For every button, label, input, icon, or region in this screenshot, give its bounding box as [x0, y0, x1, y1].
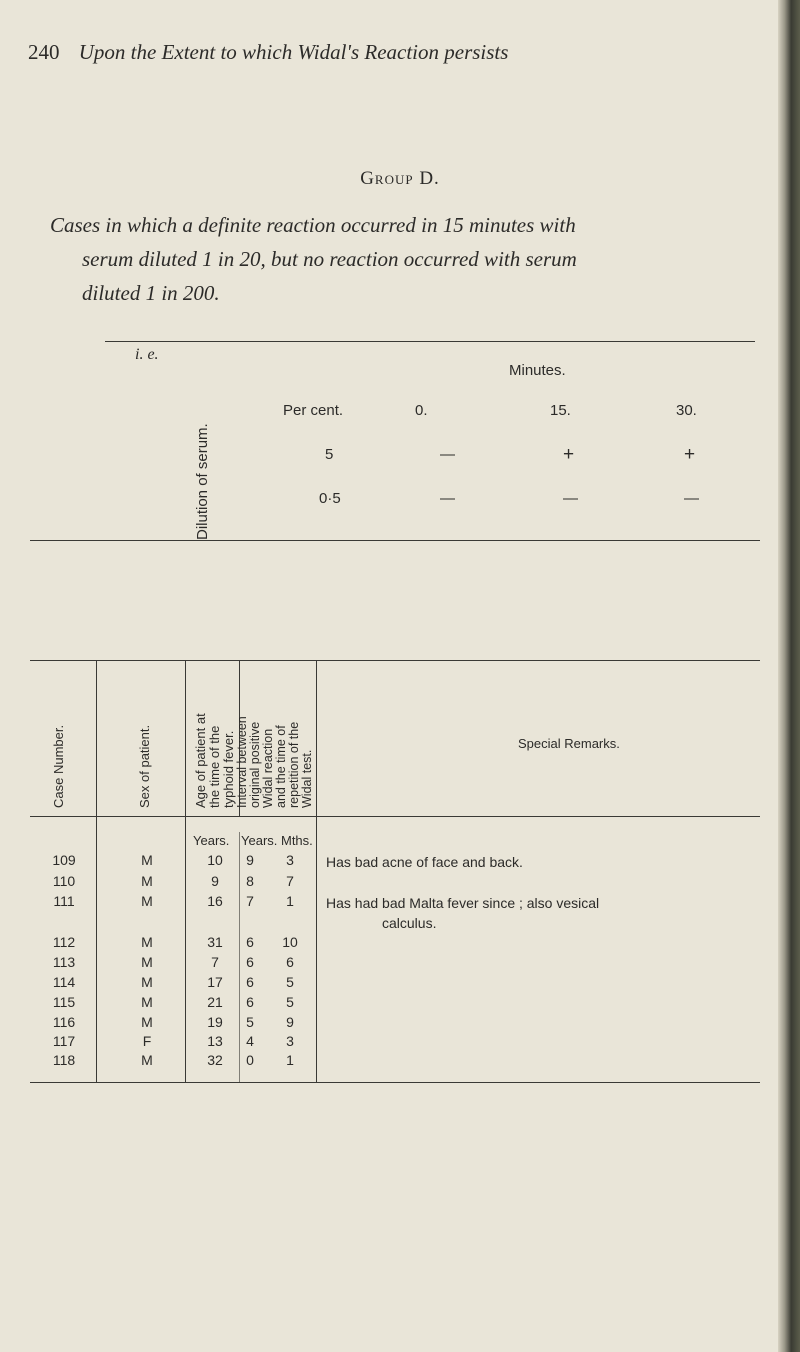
- header-interval-line-5: repetition of the: [287, 721, 301, 808]
- table-row: [0, 974, 780, 994]
- sex: M: [141, 1052, 153, 1068]
- header-interval-line-2: original positive: [248, 721, 262, 808]
- age: 31: [207, 934, 223, 950]
- age: 19: [207, 1014, 223, 1030]
- caption-line-2: serum diluted 1 in 20, but no reaction occurred with serum: [82, 247, 577, 271]
- case-number: 109: [52, 852, 76, 868]
- table-head-rule: [30, 816, 760, 817]
- example-row-2-m15: —: [563, 490, 578, 507]
- interval-years: 4: [246, 1033, 254, 1049]
- header-interval-line-4: and the time of: [274, 725, 288, 808]
- interval-months: 7: [286, 873, 294, 889]
- col-0: 0.: [415, 402, 428, 419]
- case-number: 115: [52, 994, 76, 1010]
- table-row: [0, 954, 780, 974]
- table-row: [0, 852, 780, 872]
- header-case-number: Case Number.: [51, 724, 66, 808]
- case-number: 111: [53, 893, 75, 909]
- header-sex: Sex of patient.: [137, 724, 152, 808]
- age: 17: [207, 974, 223, 990]
- interval-years: 7: [246, 893, 254, 909]
- table-row: [0, 1014, 780, 1034]
- example-ie: i. e.: [135, 346, 159, 363]
- table-row: [0, 994, 780, 1014]
- sex: M: [141, 1014, 153, 1030]
- sex: M: [141, 852, 153, 868]
- sex: F: [142, 1033, 152, 1049]
- example-row-1-pct: 5: [325, 446, 334, 463]
- example-row-1-m15: +: [563, 444, 575, 465]
- interval-months: 3: [286, 1033, 294, 1049]
- table-caption: [50, 208, 760, 310]
- group-title: Group D.: [360, 168, 440, 189]
- header-interval-line-1: Interval between: [235, 716, 249, 808]
- sex: M: [141, 994, 153, 1010]
- age: 13: [207, 1033, 223, 1049]
- running-header: [28, 40, 728, 65]
- table-top-rule: [30, 660, 760, 661]
- age: 10: [207, 852, 223, 868]
- interval-months: 1: [286, 1052, 294, 1068]
- sex: M: [141, 893, 153, 909]
- case-number: 118: [52, 1052, 76, 1068]
- age: 21: [207, 994, 223, 1010]
- interval-months: 10: [282, 934, 298, 950]
- table-row: [0, 873, 780, 893]
- case-number: 117: [52, 1033, 76, 1049]
- units-age: Years.: [193, 833, 230, 848]
- case-number: 112: [52, 934, 76, 950]
- header-age-line-1: Age of patient at: [193, 713, 208, 808]
- interval-years: 6: [246, 974, 254, 990]
- interval-years: 6: [246, 934, 254, 950]
- header-age-line-3: typhoid fever.: [221, 730, 236, 808]
- sex: M: [141, 934, 153, 950]
- interval-months: 9: [286, 1014, 294, 1030]
- sex: M: [141, 954, 153, 970]
- interval-months: 1: [286, 893, 294, 909]
- remarks: calculus.: [382, 915, 437, 931]
- remarks: Has bad acne of face and back.: [326, 854, 523, 870]
- age: 7: [211, 954, 219, 970]
- case-number: 114: [52, 974, 76, 990]
- header-age-line-2: the time of the: [207, 725, 222, 808]
- header-interval: [236, 716, 314, 808]
- example-row-2-m30: —: [684, 490, 699, 507]
- caption-line-1: Cases in which a definite reaction occurred in 15 minutes with: [50, 213, 576, 237]
- interval-years: 8: [246, 873, 254, 889]
- table-bottom-rule: [30, 1082, 760, 1083]
- age: 9: [211, 873, 219, 889]
- age: 16: [207, 893, 223, 909]
- interval-months: 6: [286, 954, 294, 970]
- minutes-label: Minutes.: [509, 362, 566, 379]
- header-interval-line-6: Widal test.: [300, 749, 314, 808]
- header-remarks: Special Remarks.: [518, 736, 620, 751]
- interval-months: 3: [286, 852, 294, 868]
- table-row: [0, 1033, 780, 1053]
- interval-years: 5: [246, 1014, 254, 1030]
- interval-years: 9: [246, 852, 254, 868]
- col-percent: Per cent.: [283, 402, 344, 419]
- dilution-label: Dilution of serum.: [194, 423, 211, 540]
- interval-years: 0: [246, 1052, 254, 1068]
- example-row-2-m0: —: [440, 490, 455, 507]
- interval-months: 5: [286, 974, 294, 990]
- table-row: [0, 1052, 780, 1072]
- interval-years: 6: [246, 994, 254, 1010]
- running-title: Upon the Extent to which Widal's Reaction persists: [78, 40, 509, 64]
- units-interval: Years. Mths.: [241, 833, 313, 848]
- table-row: [0, 913, 780, 933]
- example-row-1-m0: —: [440, 446, 455, 463]
- page-edge: [778, 0, 800, 1352]
- case-number: 116: [52, 1014, 76, 1030]
- caption-line-3: diluted 1 in 200.: [82, 281, 220, 305]
- header-interval-line-3: Widal reaction: [261, 728, 275, 808]
- example-top-rule: [105, 341, 755, 342]
- col-30: 30.: [676, 402, 697, 419]
- example-row-2-pct: 0·5: [319, 490, 341, 507]
- example-row-1-m30: +: [684, 444, 696, 465]
- header-age: [194, 713, 236, 808]
- table-row: [0, 893, 780, 913]
- remarks: Has had bad Malta fever since ; also vesical: [326, 895, 600, 911]
- example-bottom-rule: [30, 540, 760, 541]
- table-row: [0, 934, 780, 954]
- sex: M: [141, 974, 153, 990]
- page-number: 240: [28, 40, 60, 64]
- sex: M: [141, 873, 153, 889]
- case-number: 110: [52, 873, 76, 889]
- interval-months: 5: [286, 994, 294, 1010]
- col-15: 15.: [550, 402, 571, 419]
- interval-years: 6: [246, 954, 254, 970]
- age: 32: [207, 1052, 223, 1068]
- case-number: 113: [52, 954, 76, 970]
